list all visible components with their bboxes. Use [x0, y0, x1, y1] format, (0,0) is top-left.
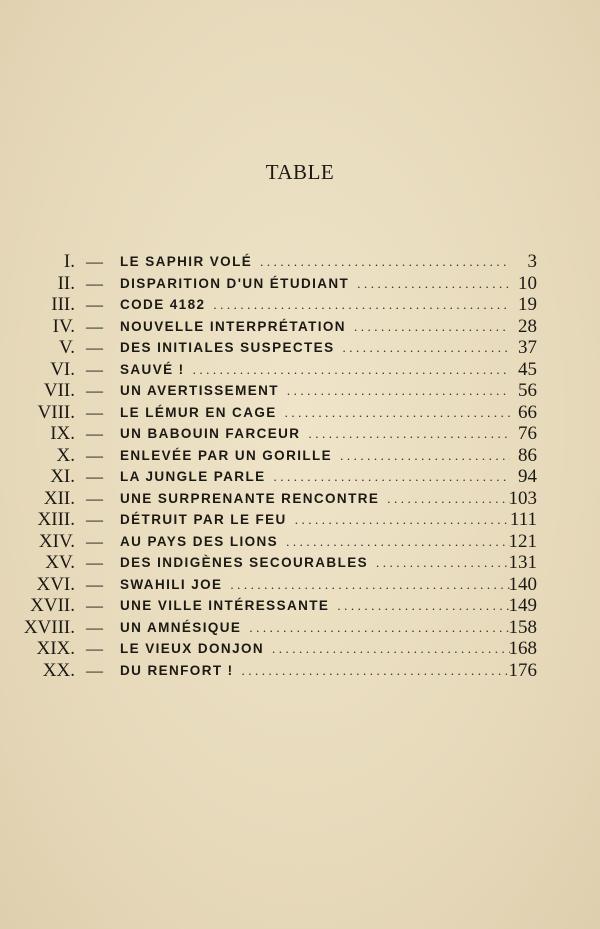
page-number: 140 [508, 573, 537, 595]
dot-leader [340, 445, 510, 467]
chapter-title: DU RENFORT ! [120, 662, 234, 678]
toc-entry [0, 359, 600, 381]
toc-entry [0, 488, 600, 510]
page-number: 45 [518, 358, 537, 380]
chapter-numeral: XVIII. [23, 616, 75, 638]
chapter-numeral: XIX. [36, 638, 75, 659]
chapter-numeral: II. [57, 272, 75, 294]
toc-entry [0, 402, 600, 424]
page-number: 103 [508, 487, 537, 509]
dot-leader [357, 273, 510, 295]
chapter-title: SWAHILI JOE [120, 576, 223, 592]
entry-dash: — [86, 402, 103, 422]
toc-entry [0, 595, 600, 617]
page-number: 131 [508, 552, 537, 573]
chapter-title: DISPARITION D'UN ÉTUDIANT [120, 275, 350, 291]
dot-leader [272, 638, 510, 660]
chapter-numeral: XX. [42, 659, 75, 681]
page-number: 66 [518, 401, 537, 423]
chapter-title: LE LÉMUR EN CAGE [120, 404, 277, 420]
toc-entry [0, 445, 600, 467]
entry-dash: — [86, 488, 103, 508]
chapter-title: UN AVERTISSEMENT [120, 383, 279, 398]
toc-entry [0, 251, 600, 273]
toc-entry [0, 552, 600, 574]
chapter-numeral: XIV. [38, 530, 75, 552]
page-number: 158 [508, 616, 537, 638]
chapter-numeral: IX. [50, 423, 75, 444]
chapter-title: UN BABOUIN FARCEUR [120, 426, 301, 441]
chapter-numeral: I. [63, 251, 75, 272]
chapter-title: SAUVÉ ! [120, 361, 185, 377]
toc-entry [0, 337, 600, 359]
dot-leader [230, 574, 510, 596]
chapter-numeral: VI. [50, 358, 75, 380]
entry-dash: — [86, 639, 103, 658]
page-title: TABLE [265, 160, 335, 184]
chapter-title: DES INITIALES SUSPECTES [120, 340, 335, 355]
dot-leader [342, 337, 510, 359]
entry-dash: — [86, 531, 103, 551]
chapter-title: UN AMNÉSIQUE [120, 619, 242, 635]
chapter-numeral: XI. [50, 466, 75, 487]
entry-dash: — [86, 338, 103, 357]
page-number: 19 [518, 294, 537, 315]
dot-leader [213, 294, 510, 316]
entry-dash: — [86, 273, 103, 293]
toc-entry [0, 423, 600, 445]
toc-entry [0, 273, 600, 295]
page-number: 28 [518, 315, 537, 337]
entry-dash: — [86, 596, 103, 615]
chapter-title: UNE VILLE INTÉRESSANTE [120, 598, 330, 613]
entry-dash: — [86, 381, 103, 400]
dot-leader [286, 531, 510, 553]
toc-entry [0, 380, 600, 402]
chapter-title: CODE 4182 [120, 297, 206, 312]
entry-dash: — [86, 617, 103, 637]
dot-leader [295, 509, 510, 531]
toc-entry [0, 617, 600, 639]
chapter-title: AU PAYS DES LIONS [120, 533, 279, 549]
entry-dash: — [86, 510, 103, 529]
table-of-contents [0, 251, 600, 681]
toc-entry [0, 574, 600, 596]
dot-leader [337, 595, 510, 617]
chapter-numeral: XV. [45, 552, 75, 573]
entry-dash: — [86, 359, 103, 379]
toc-entry [0, 660, 600, 682]
page-number: 56 [518, 380, 537, 401]
toc-entry [0, 531, 600, 553]
entry-dash: — [86, 424, 103, 443]
chapter-title: ENLEVÉE PAR UN GORILLE [120, 447, 333, 463]
entry-dash: — [86, 660, 103, 680]
dot-leader [249, 617, 510, 639]
chapter-title: DÉTRUIT PAR LE FEU [120, 512, 287, 527]
page-number: 86 [518, 444, 537, 466]
chapter-numeral: XVI. [36, 573, 75, 595]
chapter-title: LA JUNGLE PARLE [120, 469, 266, 484]
page-number: 76 [518, 423, 537, 444]
chapter-title: LE SAPHIR VOLÉ [120, 254, 253, 269]
page-number: 121 [508, 530, 537, 552]
dot-leader [376, 552, 510, 574]
entry-dash: — [86, 252, 103, 271]
entry-dash: — [86, 574, 103, 594]
dot-leader [285, 402, 510, 424]
chapter-numeral: X. [56, 444, 75, 466]
chapter-numeral: VII. [43, 380, 75, 401]
page-number: 3 [527, 251, 537, 272]
chapter-numeral: XVII. [30, 595, 75, 616]
page-number: 37 [518, 337, 537, 358]
entry-dash: — [86, 467, 103, 486]
dot-leader [354, 316, 510, 338]
entry-dash: — [86, 316, 103, 336]
toc-entry [0, 316, 600, 338]
page-number: 10 [518, 272, 537, 294]
chapter-numeral: XII. [43, 487, 75, 509]
dot-leader [387, 488, 510, 510]
dot-leader [287, 380, 510, 402]
page-number: 149 [508, 595, 537, 616]
page-number: 176 [508, 659, 537, 681]
page-number: 94 [518, 466, 537, 487]
entry-dash: — [86, 445, 103, 465]
page-number: 168 [508, 638, 537, 659]
toc-entry [0, 294, 600, 316]
entry-dash: — [86, 553, 103, 572]
chapter-title: UNE SURPRENANTE RENCONTRE [120, 490, 380, 506]
chapter-title: NOUVELLE INTERPRÉTATION [120, 318, 346, 334]
toc-entry [0, 638, 600, 660]
dot-leader [242, 660, 510, 682]
dot-leader [274, 466, 510, 488]
chapter-title: LE VIEUX DONJON [120, 641, 265, 656]
entry-dash: — [86, 295, 103, 314]
toc-entry [0, 466, 600, 488]
page-number: 111 [509, 509, 537, 530]
dot-leader [308, 423, 510, 445]
chapter-numeral: V. [58, 337, 75, 358]
chapter-numeral: III. [51, 294, 75, 315]
chapter-numeral: VIII. [37, 401, 75, 423]
chapter-numeral: IV. [52, 315, 75, 337]
dot-leader [260, 251, 510, 273]
toc-entry [0, 509, 600, 531]
chapter-title: DES INDIGÈNES SECOURABLES [120, 555, 369, 570]
chapter-numeral: XIII. [37, 509, 75, 530]
dot-leader [193, 359, 510, 381]
